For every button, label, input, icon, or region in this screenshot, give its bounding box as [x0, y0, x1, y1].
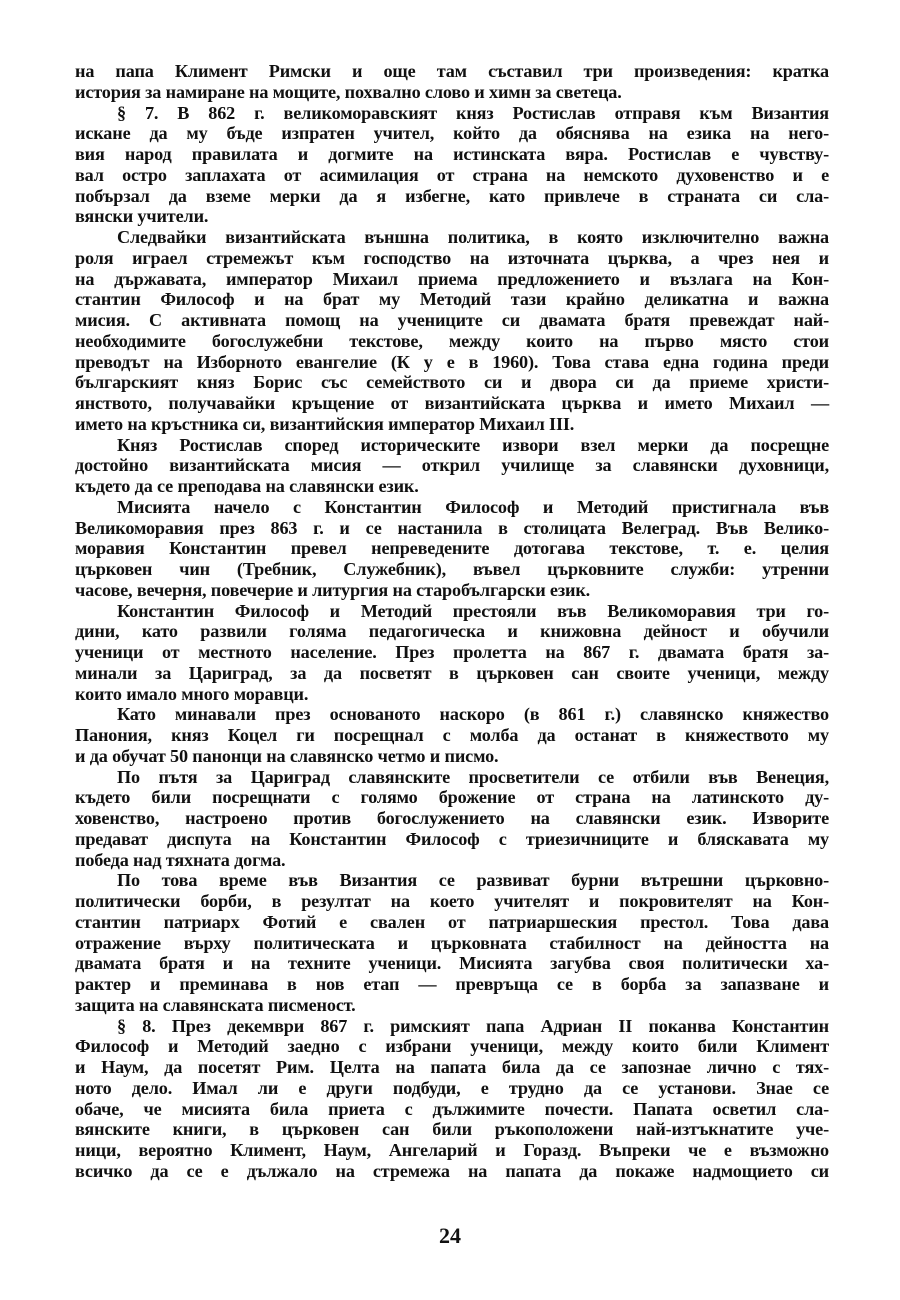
text-line: янството, получавайки кръщение от византийската църква и името Михаил — [75, 393, 829, 413]
text-line: стантин патриарх Фотий е свален от патриаршеския престол. Това дава [75, 911, 829, 932]
text-line: минали за Цариград, за да посветят в църковен сан своите ученици, между [75, 662, 829, 683]
text-line: вия народ правилата и догмите на истинската вяра. Ростислав е чувству- [75, 144, 829, 164]
text-line: По пътя за Цариград славянските просветители се отбили във Венеция, [117, 766, 829, 787]
text-line: вал остро заплахата от асимилация от страна на немското духовенство и е [75, 164, 829, 185]
paragraph [75, 601, 829, 705]
text-line: и Наум, да посетят Рим. Целта на папата била да се запознае лично с тях- [75, 1057, 829, 1077]
text-line: защита на славянската писменост. [75, 994, 356, 1015]
text-line: часове, вечерня, повечерие и литургия на старобългарски език. [75, 579, 591, 600]
text-line: обаче, че мисията била приета с дължимите почести. Папата осветил сла- [75, 1098, 829, 1119]
text-line: вянските книги, в църковен сан били ръкоположени най-изтъкнатите уче- [75, 1119, 829, 1140]
text-line: Княз Ростислав според историческите извори взел мерки да посрещне [117, 434, 829, 455]
text-line: По това време във Византия се развиват бурни вътрешни църковно- [117, 870, 829, 891]
text-line: роля играел стремежът към господство на източната църква, а чрез нея и [75, 247, 829, 268]
text-line: Философ и Методий заедно с избрани ученици, между които били Климент [75, 1036, 829, 1057]
text-line: Великоморавия през 863 г. и се настанила в столицата Велеград. Във Велико- [75, 517, 829, 538]
text-line: стантин Философ и на брат му Методий тази крайно деликатна и важна [75, 289, 829, 310]
text-line: където да се преподава на славянски език. [75, 476, 419, 496]
text-line: ученици от местното население. През пролетта на 867 г. двамата братя за- [75, 642, 829, 662]
text-line: всичко да се е дължало на стремежа на папата да покаже надмощието си [75, 1160, 829, 1181]
text-line: Панония, княз Коцел ги посрещнал с молба да останат в княжеството му [75, 725, 829, 745]
text-line: достойно византийската мисия — открил училище за славянски духовници, [75, 455, 829, 476]
paragraph [75, 870, 829, 1015]
text-line: § 8. През декември 867 г. римският папа Адриан II поканва Константин [117, 1015, 829, 1036]
text-line: българският княз Борис със семейството си и двора си да приеме христи- [75, 372, 829, 393]
text-line: Константин Философ и Методий престояли във Великоморавия три го- [117, 600, 829, 621]
paragraph-continuation [75, 61, 829, 103]
text-line: и да обучат 50 панонци на славянско четмо и писмо. [75, 745, 499, 766]
paragraph [75, 704, 829, 766]
text-line: моравия Константин превел непреведените дотогава текстове, т. е. целия [75, 538, 829, 559]
paragraph [75, 497, 829, 601]
text-line: ховенство, настроено против богослужението на славянски език. Изворите [75, 808, 829, 828]
text-line: Мисията начело с Константин Философ и Методий пристигнала във [117, 496, 829, 517]
paragraph [75, 767, 829, 871]
text-line: Следвайки византийската външна политика, в която изключително важна [117, 227, 829, 247]
paragraph [75, 435, 829, 497]
text-line: § 7. В 862 г. великоморавският княз Ростислав отправя към Византия [117, 102, 829, 123]
text-line: на папа Климент Римски и още там съставил три произведения: кратка [75, 61, 829, 81]
text-line: Като минавали през основаното наскоро (в 861 г.) славянско княжество [117, 704, 829, 725]
text-line: името на кръстника си, византийския император Михаил III. [75, 413, 575, 434]
text-line: необходимите богослужебни текстове, между които на първо място стои [75, 330, 829, 351]
text-line: вянски учители. [75, 206, 209, 227]
text-line: победа над тяхната догма. [75, 849, 286, 870]
text-line: история за намиране на мощите, похвално слово и химн за светеца. [75, 81, 622, 102]
text-line: църковен чин (Требник, Служебник), въвел църковните служби: утренни [75, 559, 829, 579]
text-line: искане да му бъде изпратен учител, който да обяснява на езика на него- [75, 123, 829, 144]
paragraph-section-7 [75, 103, 829, 228]
text-line: мисия. С активната помощ на учениците си двамата братя превеждат най- [75, 310, 829, 330]
text-line: рактер и преминава в нов етап — превръща се в борба за запазване и [75, 974, 829, 994]
text-line: на държавата, император Михаил приема предложението и възлага на Кон- [75, 268, 829, 289]
text-line: побързал да вземе мерки да я избегне, като привлече в страната си сла- [75, 185, 829, 206]
paragraph [75, 227, 829, 435]
document-body [75, 61, 829, 1182]
text-line: политически борби, в резултат на което учителят и покровителят на Кон- [75, 891, 829, 911]
text-line: отражение върху политическата и църковната стабилност на дейността на [75, 932, 829, 953]
text-line: дини, като развили голяма педагогическа и книжовна дейност и обучили [75, 621, 829, 642]
text-line: преводът на Изборното евангелие (К у е в 1960). Това става една година преди [75, 351, 829, 372]
text-line: ници, вероятно Климент, Наум, Ангеларий и Горазд. Въпреки че е възможно [75, 1140, 829, 1160]
text-line: където били посрещнати с голямо брожение от страна на латинското ду- [75, 787, 829, 808]
paragraph-section-8 [75, 1016, 829, 1182]
text-line: ното дело. Имал ли е други подбуди, е трудно да се установи. Знае се [75, 1077, 829, 1098]
page-number: 24 [439, 1223, 461, 1248]
text-line: двамата братя и на техните ученици. Мисията загубва своя политически ха- [75, 953, 829, 974]
text-line: които имало много моравци. [75, 683, 309, 704]
text-line: предават диспута на Константин Философ с триезичниците и бляскавата му [75, 828, 829, 849]
